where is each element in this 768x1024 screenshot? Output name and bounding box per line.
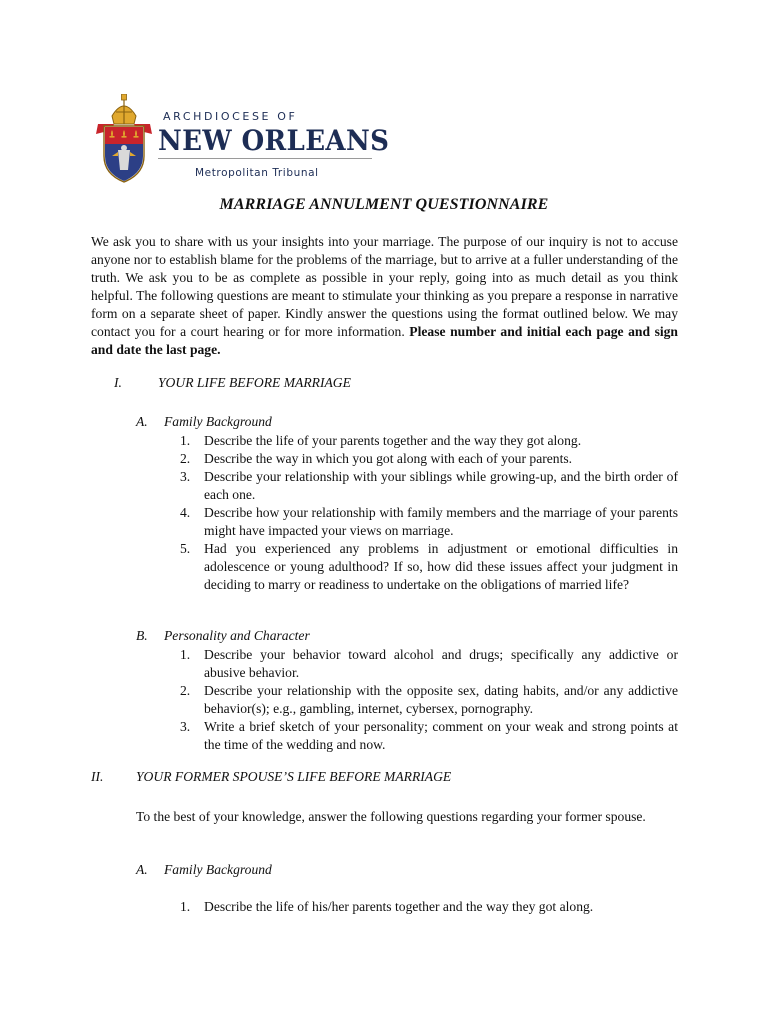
- item-text: Write a brief sketch of your personality; comment on your weak and strong points at the time of the wedding and now.: [204, 719, 678, 752]
- section-1-number: I.: [114, 375, 122, 390]
- section-2-intro: To the best of your knowledge, answer the following questions regarding your former spouse.: [136, 809, 646, 824]
- item-text: Describe the way in which you got along with each of your parents.: [204, 451, 573, 466]
- section-1b-heading: [136, 628, 536, 646]
- section-1b-letter: B.: [136, 628, 148, 643]
- item-text: Describe how your relationship with family members and the marriage of your parents might have impacted your views on marriage.: [204, 505, 678, 538]
- letterhead-divider: [158, 158, 372, 159]
- section-1-heading: [114, 375, 674, 393]
- list-item: [180, 468, 678, 504]
- item-text: Describe your behavior toward alcohol and drugs; specifically any addictive or abusive behavior.: [204, 647, 678, 680]
- section-1a-letter: A.: [136, 414, 148, 429]
- item-number: 5.: [180, 541, 191, 556]
- archdiocese-crest-logo: [92, 94, 156, 184]
- section-2a-title: Family Background: [164, 862, 272, 877]
- section-2a-heading: [136, 862, 536, 880]
- list-item: [180, 682, 678, 718]
- section-2a-questions: [180, 898, 678, 916]
- intro-paragraph: [91, 233, 678, 359]
- item-text: Describe your relationship with the opposite sex, dating habits, and/or any addictive behavior(s); e.g., gambling, internet, cybersex, pornography.: [204, 683, 678, 716]
- section-2-heading: [91, 769, 671, 787]
- item-text: Describe the life of your parents together and the way they got along.: [204, 433, 582, 448]
- section-2-title: YOUR FORMER SPOUSE’S LIFE BEFORE MARRIAGE: [136, 769, 452, 784]
- item-text: Describe your relationship with your siblings while growing-up, and the birth order of each one.: [204, 469, 678, 502]
- section-1b-title: Personality and Character: [164, 628, 310, 643]
- item-text: Describe the life of his/her parents together and the way they got along.: [204, 899, 594, 914]
- letterhead-archdiocese-of: ARCHDIOCESE OF: [163, 110, 298, 123]
- list-item: [180, 504, 678, 540]
- letterhead-new-orleans: NEW ORLEANS: [158, 124, 390, 157]
- item-number: 2.: [180, 683, 191, 698]
- intro-text: We ask you to share with us your insights into your marriage. The purpose of our inquiry is not to accuse anyone nor to establish blame for the problems of the marriage, but to arrive at a fuller understanding of the truth. We ask you to be as complete as possible in your reply, going into as much detail as you think helpful. The following questions are meant to stimulate your thinking as you prepare a response in narrative form on a separate sheet of paper. Kindly answer the questions using the format outlined below. We may contact you for a court hearing or for more information.: [91, 234, 678, 339]
- section-1a-questions: [180, 432, 678, 594]
- document-title: MARRIAGE ANNULMENT QUESTIONNAIRE: [219, 196, 549, 213]
- list-item: [180, 450, 678, 468]
- item-number: 1.: [180, 899, 191, 914]
- section-2a-letter: A.: [136, 862, 148, 877]
- item-text: Had you experienced any problems in adjustment or emotional difficulties in adolescence or young adulthood? If so, how did these issues affect your judgment in deciding to marry or readiness to undertake on the obligations of married life?: [204, 541, 678, 592]
- list-item: [180, 540, 678, 594]
- item-number: 1.: [180, 433, 191, 448]
- section-1-title: YOUR LIFE BEFORE MARRIAGE: [158, 375, 351, 390]
- letterhead-tribunal: Metropolitan Tribunal: [195, 167, 319, 179]
- list-item: [180, 432, 678, 450]
- section-1a-title: Family Background: [164, 414, 272, 429]
- list-item: [180, 718, 678, 754]
- intro-bold-instruction: Please number and initial each page and sign and date the last page.: [91, 324, 678, 357]
- list-item: [180, 646, 678, 682]
- section-1a-heading: [136, 414, 536, 432]
- list-item: [180, 898, 678, 916]
- item-number: 4.: [180, 505, 191, 520]
- section-1b-questions: [180, 646, 678, 754]
- item-number: 3.: [180, 719, 191, 734]
- item-number: 2.: [180, 451, 191, 466]
- item-number: 3.: [180, 469, 191, 484]
- item-number: 1.: [180, 647, 191, 662]
- section-2-number: II.: [91, 769, 104, 784]
